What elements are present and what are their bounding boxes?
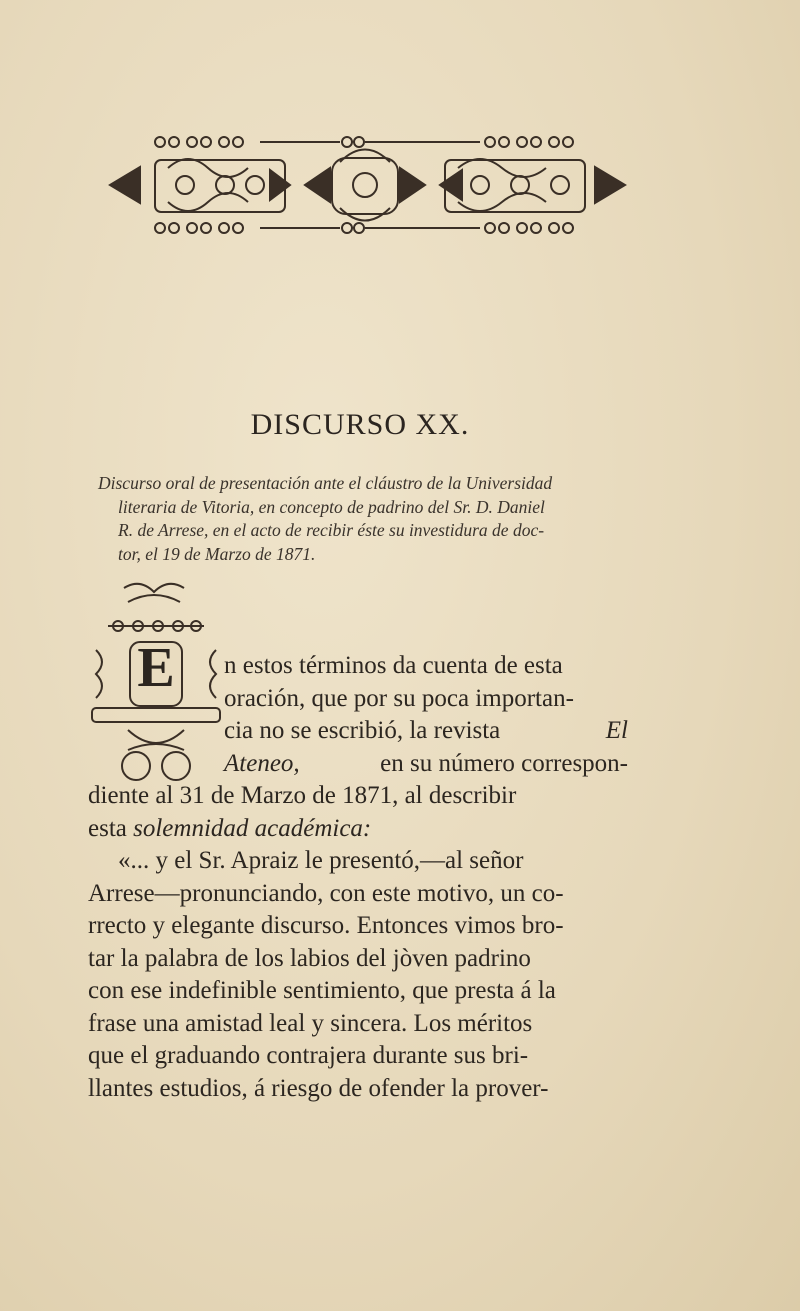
- text-line: [88, 813, 628, 846]
- body-text: [88, 650, 628, 1105]
- text-line: [88, 975, 628, 1008]
- text-line-content: esta: [88, 814, 127, 842]
- text-line-content: oración, que por su poca importan-: [224, 684, 574, 712]
- text-line: [88, 650, 628, 683]
- chapter-title: DISCURSO XX.: [250, 408, 470, 441]
- italic-term: solemnidad académica:: [133, 814, 372, 842]
- text-line: [88, 780, 628, 813]
- subtitle-line: R. de Arrese, en el acto de recibir éste su investidura de doc-: [118, 520, 545, 540]
- text-line: [88, 683, 628, 716]
- text-line: [88, 1073, 628, 1106]
- italic-term: El: [605, 717, 628, 744]
- text-line: [88, 943, 628, 976]
- text-line: [88, 845, 628, 878]
- text-line-content: cia no se escribió, la revista: [224, 717, 501, 744]
- subtitle-line: Discurso oral de presentación ante el cláustro de la Universidad: [98, 473, 553, 493]
- text-line: [88, 910, 628, 943]
- text-line-content: «... y el Sr. Apraiz le presentó,—al señor: [118, 847, 524, 874]
- text-line-content: que el graduando contrajera durante sus bri-: [88, 1042, 529, 1069]
- text-line-content: en su número correspon-: [380, 749, 628, 777]
- subtitle-line: tor, el 19 de Marzo de 1871.: [118, 543, 316, 564]
- text-line: [88, 715, 628, 748]
- subtitle-line: literaria de Vitoria, en concepto de padrino del Sr. D. Daniel: [118, 496, 545, 517]
- text-line: [88, 748, 628, 781]
- drop-cap-letter: E: [137, 637, 175, 699]
- text-line: [88, 1008, 628, 1041]
- text-line-content: diente al 31 de Marzo de 1871, al describir: [88, 782, 517, 809]
- text-line-content: tar la palabra de los labios del jòven padrino: [88, 944, 531, 972]
- text-line-content: Arrese—pronunciando, con este motivo, un co-: [88, 879, 564, 907]
- text-line-content: n estos términos da cuenta de esta: [224, 652, 563, 679]
- text-line: [88, 1040, 628, 1073]
- text-line-content: con ese indefinible sentimiento, que presta á la: [88, 977, 556, 1004]
- ornamental-header-band: [100, 122, 660, 242]
- chapter-subtitle: [98, 472, 634, 566]
- text-line-content: frase una amistad leal y sincera. Los méritos: [88, 1009, 533, 1037]
- text-line: [88, 878, 628, 911]
- italic-term: Ateneo,: [224, 749, 300, 777]
- text-line-content: llantes estudios, á riesgo de ofender la prover-: [88, 1074, 549, 1102]
- text-line-content: rrecto y elegante discurso. Entonces vimos bro-: [88, 912, 564, 939]
